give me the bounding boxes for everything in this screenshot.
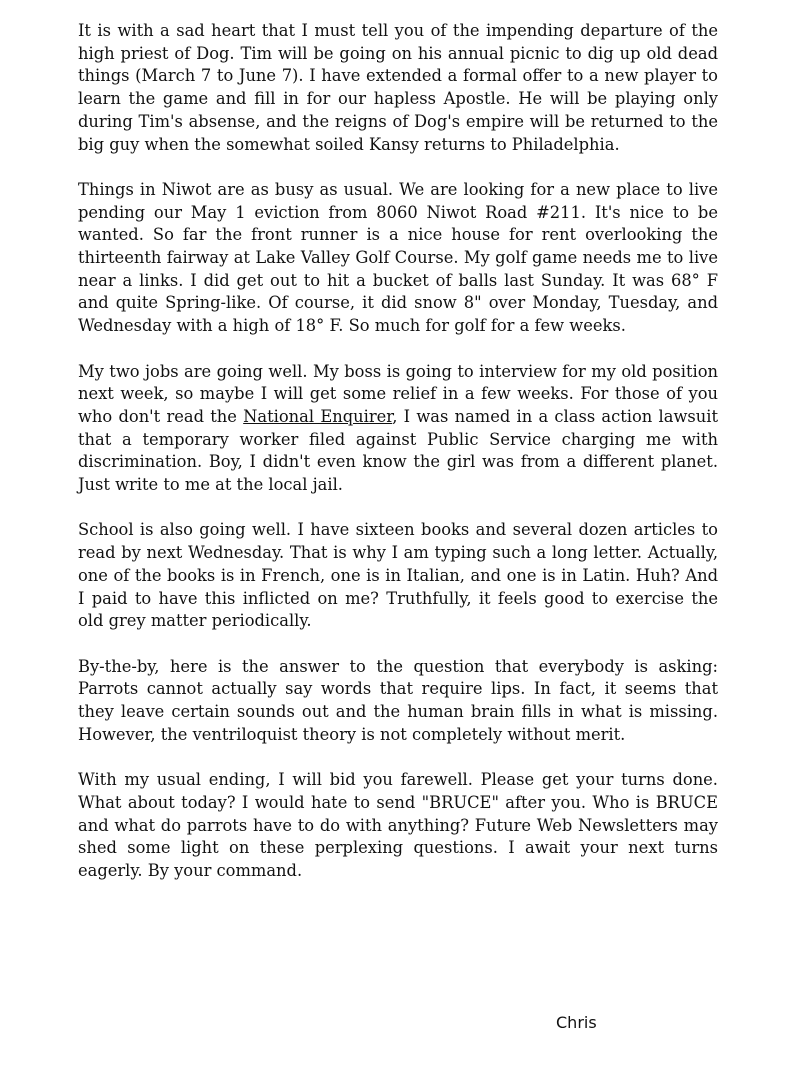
paragraph-farewell: With my usual ending, I will bid you farewell. Please get your turns done. What about today? I would hate to send "BRUCE" after you. Who is BRUCE and what do parrots have to do with anything? Future Web Newsletters may shed some light on these perplexing questions. I await your next turns eagerly. By your command. (78, 770, 718, 880)
paragraph-school: School is also going well. I have sixteen books and several dozen articles to read by next Wednesday. That is why I am typing such a long letter. Actually, one of the books is in French, one is in Italian, and one is in Latin. Huh? And I paid to have this inflicted on me? Truthfully, it feels good to exercise the old grey matter periodically. (78, 520, 718, 631)
paragraph-jobs-text-before: My two jobs are going well. My boss is going to interview for my old position next week, so maybe I will get some relief in a few weeks. For those of you who don't read the (78, 361, 718, 426)
paragraph-parrots: By-the-by, here is the answer to the question that everybody is asking: Parrots cannot actually say words that require lips. In fact, it seems that they leave certain sounds out and the human brain fills in what is missing. However, the ventriloquist theory is not completely without merit. (78, 656, 718, 744)
signature: Chris (556, 1013, 597, 1032)
paragraph-niwot: Things in Niwot are as busy as usual. We are looking for a new place to live pending our May 1 eviction from 8060 Niwot Road #211. It's nice to be wanted. So far the front runner is a nice house for rent overlooking the thirteenth fairway at Lake Valley Golf Course. My golf game needs me to live near a links. I did get out to hit a bucket of balls last Sunday. It was 68° F and quite Spring-like. Of course, it did snow 8" over Monday, Tuesday, and Wednesday with a high of 18° F. So much for golf for a few weeks. (78, 179, 718, 336)
underlined-publication-title: National Enquirer (243, 406, 393, 426)
letter-body (78, 20, 718, 905)
paragraph-jobs-text-after: , I was named in a class action lawsuit that a temporary worker filed against Public Service charging me with discrimination. Boy, I didn't even know the girl was from a different planet. Just write to me at the local jail. (78, 406, 718, 495)
paragraph-departure: It is with a sad heart that I must tell you of the impending departure of the high priest of Dog. Tim will be going on his annual picnic to dig up old dead things (March 7 to June 7). I have extended a formal offer to a new player to learn the game and fill in for our hapless Apostle. He will be playing only during Tim's absense, and the reigns of Dog's empire will be returned to the big guy when the somewhat soiled Kansy returns to Philadelphia. (78, 21, 718, 154)
paragraph-jobs (78, 361, 718, 497)
